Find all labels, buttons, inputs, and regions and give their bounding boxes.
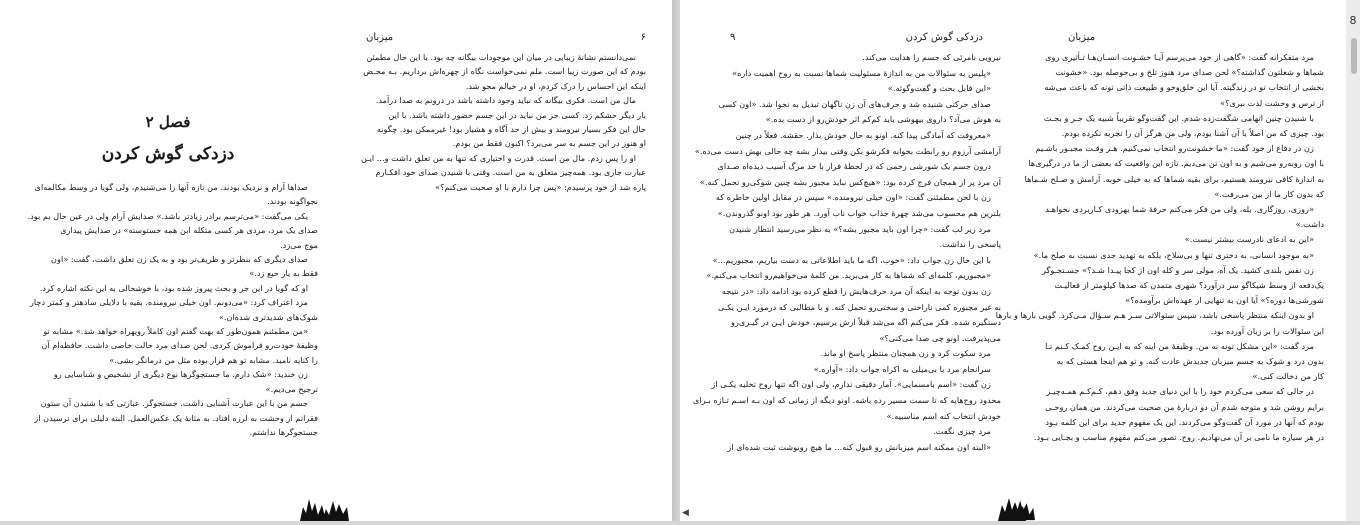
text-line: «به موجود انسانی، به دختری تنها و بی‌سلاح، بلکه به تهدید جدی نسبت به صلح ما.» (1033, 249, 1314, 260)
text-line: با این حال زن جواب داد: «خوب، اگه ما باید اطلاعاتی به دست بیاریم، مجبوریم...» (712, 254, 991, 265)
text-line: وظیفهٔ خودت‌رو فراموش کردی. لحن صدای مرد حالت خاصی داشت. حافظه‌ام آن (41, 340, 318, 351)
text-line: بود. چیزی که من اصلاً با آن آشنا بودم، ولی من هرگز آن را تجربه نکرده بودم. (1061, 128, 1324, 139)
text-line: «مجبوریم، کلمه‌ای که شماها به کار می‌برید. من کلمهٔ می‌خواهیم‌رو انتخاب می‌کنم.» (706, 270, 991, 281)
text-line: بدون درد و شوک به جسم میزبان جدیدش عادت کنه. و تو هم اینجا هستی که به (1056, 356, 1324, 367)
text-line: با شنیدن چنین اتهامی شگفت‌زده شدم. این گفت‌وگو تقریباً شبیه یک جـر و بحـث (1043, 112, 1314, 123)
text-line: سرانجام مرد با بی‌میلی به اکراه جواب داد: «آواره.» (813, 363, 991, 374)
running-header-author: میزبان (1068, 32, 1096, 43)
text-line: صدای دیگری که بنظرتر و ظریف‌تر بود و به یک زن تعلق داشت، گفت: «اون (50, 254, 308, 265)
text-line: مرد اعتراف کرد: «می‌دونم. اون خیلی نیرومنده. بقیه با دلایلی سادهتر و کمتر دچار (29, 297, 308, 308)
text-line: مال من است. فکری بیگانه که نباید وجود داشته باشد در درونم به صدا درآمد. (375, 95, 636, 106)
text-line: جسم من با این عبارت آشنایی داشت. جستجوگر. عبارتی که با شنیدن آن ستون (40, 398, 308, 409)
page-number: ۹ (730, 32, 736, 43)
text-line: زن در دفاع از خود گفت: «ما خشونت‌رو انتخاب نمی‌کنیم. هـر وقـت مجبـور باشـیم (1035, 143, 1314, 154)
text-line: کار من دخالت کنی.» (1252, 371, 1324, 382)
text-line: شوک‌های شدیدتری شده‌ان.» (218, 311, 318, 322)
left-page-spread (0, 0, 672, 521)
text-line: مرد چیزی نگفت. (933, 426, 991, 437)
text-line: «روزی، روزگاری. بله، ولی من فکر می‌کنم حرفهٔ شما بهزودی کـاربردی نخواهـد (1045, 204, 1314, 215)
text-line: در هر سیاره ما نامی بر آن می‌نهادیم. روح. تصور می‌کنم مفهوم مناسب و بجـایی بـود. (1033, 432, 1324, 443)
page-gutter (672, 0, 680, 521)
running-header-author: میزبان (366, 32, 394, 43)
text-line: بخشی از انتخاب تو در زندگیته. آیا این خلق‌وخو و طبیعت ذاتی تونه که باعث می‌شه (1044, 82, 1324, 93)
text-line: با اون روبه‌رو می‌شیم و به اون تن می‌دیم. تازه این واقعیت که بعضی از ما در درگیری‌ها (1028, 158, 1324, 169)
text-line: را کنایه نامید. مشابه تو هم قرار بوده مثل من درمانگر بشی.» (109, 354, 318, 365)
text-line: شماها و شغلتون گذاشته؟» لحن صدای مرد هنوز تلخ و بی‌حوصله بود. «خشونت (1055, 67, 1324, 78)
text-line: خودش انتخاب کنه اسم مناسبیه.» (886, 410, 1001, 421)
text-line: او بدون اینکه منتظر پاسخی باشد، سپس سئوالاتی سـر هـم سـؤال مـی‌کرد. گویی بارها و بارها (995, 310, 1314, 321)
text-line: صدای حرکتی شنیده شد و حرف‌های آن زن ناگهان تبدیل به نجوا شد. «اون کسی (718, 98, 991, 109)
text-line: یک‌دفعه از وسط شیکاگو سر درآورد؟ شهری متمدن که صدها کیلومتر از فعالیـت (1054, 280, 1324, 291)
text-line: «این قابل بحث و گفت‌وگوئه.» (887, 83, 991, 94)
page-8-body (995, 50, 1324, 445)
page-number: ۶ (640, 32, 646, 43)
text-line: که بدون کار ما از بین می‌رفت.» (1214, 188, 1324, 199)
text-line: نمی‌دانستم نشانهٔ زیبایی در میان این موجودات بیگانه چه بود. با این حال مطمئن (366, 52, 636, 62)
text-line: مرد سکوت کرد و زن همچنان منتظر پاسخ او ماند. (820, 348, 991, 359)
text-line: دستگیره شده. فکر می‌کنم اگه می‌شد قبلاً ارش برسیم، خودش ایـن در گیـری‌رو (731, 317, 1001, 328)
text-line: او هنوز در این جسم به سر می‌برد؟ اکنون فقط من بودم. (452, 138, 646, 149)
text-line: به غیر مجبوره کمی ناراحتی و سختی‌رو تحمل کنه. و با مطالبی که درمورد ایـن یکـی (718, 301, 1001, 312)
text-line: زن بدون توجه به اینکه آن مرد حرف‌هایش را قطع کرده بود ادامه داد: «در نتیجه (721, 285, 991, 296)
scan-ink-mark (320, 493, 350, 521)
text-line: بودم که این صورت زیبا است. ملم نمی‌خواست نگاه از چهره‌اش برداریم. بـه محـض (363, 66, 646, 77)
text-line: زن گفت: «اسم بامسمایی». آمار دقیقی ندارم، ولی اون اگه تنها روح تخلیه یکـی از (711, 379, 991, 390)
running-header-title: دزدکی گوش کردن (905, 32, 983, 43)
page-6 (336, 0, 672, 521)
chapter-number: فصل ۲ (145, 113, 191, 131)
text-line: آن مرد پر از همجان فرج کرده بود: «هیچ‌کس نباید مجبور بشه چنین شوکی‌رو تحمل کنه.» (699, 176, 1001, 187)
right-page-spread (680, 0, 1346, 521)
text-line: درون جسم یک شورشی زخمی که در لحظهٔ فرار با حد مرگ آسیب دیده‌اه صـدای (717, 161, 991, 172)
text-line: «البته اون ممکنه اسم میزبانش رو قبول کنه... ما هیچ رونوشت ثبت شده‌ای از (727, 441, 991, 452)
text-line: به اندازهٔ کافی نیرومند هستیم، برای بقیه شماها که به خیلی خوبه. آرامش و صـلح شـماها (1024, 173, 1324, 184)
text-line: به هوش می‌آد؟ داروی بیهوشی باید کم‌کم اثر خودش‌رو از دست بده.» (765, 114, 1001, 125)
text-line: از ترس و وحشت لذت ببری؟» (1220, 97, 1324, 108)
text-line: جستجوگرها نداشتم. (249, 426, 318, 437)
text-line: مرد گفت: «این مشکل تونه نه من. وظیفهٔ من اینه که به ایـن روح کمـک کـنم تـا (1045, 340, 1314, 351)
text-line: نجواگونه بودند. (267, 196, 318, 207)
text-line: داشت.» (1295, 219, 1324, 230)
text-line: بار دیگر حشکم زد. کسی جز من نباید در این جسم حضور داشته باشد. با این (388, 109, 646, 120)
text-line: پاسخی را نداشت. (939, 239, 1001, 250)
text-line: صدای یک مرد، مردی هر کسی متکله ابن همه خستوسته» در صدایش پیداری (60, 225, 318, 236)
text-line: یکی می‌گفت: «می‌ترسم برادر زیادتر باشد.» صدایش آرام ولی در عین حال بم بود. (27, 210, 308, 221)
text-line: پاره شد از خود پرسیدم: «پس چرا دارم با او صحبت می‌کنم؟» (435, 181, 646, 192)
text-line: بودم که آنها در مورد آن گفت‌وگو می‌کردند. این یک مفهوم جدید برای این کلمه بـود (1045, 416, 1324, 427)
chapter-opening-text (18, 180, 318, 439)
text-line: زن با لحن مطمئنی گفت: «اون خیلی نیرومنده.» سپس در مقابل اولین خاطره که (715, 192, 991, 203)
text-line: می‌پذیرفت. اونو چی صدا می‌کنی؟» (879, 332, 1001, 343)
chapter-title: دزدکی گوش کردن (101, 144, 235, 164)
chapter-title-page (0, 0, 336, 521)
scrollbar-thumb[interactable] (1351, 38, 1357, 74)
text-line: فقط به یار حیع زد.» (249, 268, 318, 279)
text-line: او را پس زدم. مال من است. قدرت و اختیاری که تنها به من تعلق داشت و... ایـن (360, 152, 636, 163)
text-line: زن خندید: «شک دارم. ما جستجوگرها نوع دیگری از تشخیص و شناسایی رو (53, 369, 308, 380)
text-line: مرد متفکرانه گفت: «گاهی از خود می‌پرسم آیـا خشـونت انسـان‌هـا تـأثیری روی (1045, 52, 1314, 62)
text-line: «معروفت که آمادگی پیدا کنه. اونو به حال خودش بذار. حقشه. فعلاً در چنین (735, 129, 991, 140)
text-line: در حالی که سعی می‌کردم خود را با این دنیای جدید وفق دهم، کـم‌کـم همـه‌چیـز (1046, 386, 1314, 397)
text-line: عبارت جاری بود. همه‌چیز متعلق به من است. وقتی با شنیدن صدای خود افکـارم (375, 167, 646, 178)
text-line: «پلیس به سئوالات من به اندازهٔ مسئولیت شماها نسبت به روح اهمیت داره» (732, 67, 991, 78)
text-line: برایم روشن شد و متوجه شدم آن دو دربارهٔ من صحبت می‌کردند. من همان روحـی (1045, 401, 1324, 412)
previous-page-arrow-icon[interactable]: ◀ (682, 508, 689, 518)
vertical-scrollbar[interactable] (1346, 0, 1360, 521)
text-line: شورشی‌ها دوره؟» آیا اون به تنهایی از عهده‌اش برآومده؟» (1125, 295, 1324, 306)
text-line: اینکه این احساس را درک کردم، او در خیالم محو شد. (465, 80, 646, 91)
text-line: «من مطمئنم همون‌طور که بهت گفتم اون کاملاً رویهراه خواهد شد.» مشابه تو (43, 326, 308, 337)
text-line: «این به ادعای نادرست بیشتر نیست.» (1184, 234, 1314, 245)
page-6-body (350, 50, 646, 194)
page-8 (995, 0, 1346, 521)
text-line: بلترین هم محسوب می‌شد چهرهٔ جذاب خواب ناب آورد. هر طور بود اونو گذروندن.» (717, 207, 1001, 218)
scan-ink-mark (1008, 493, 1036, 521)
text-line: مرد زیر لب گفت: «چرا اون باید مجبور بشه؟» به نظر می‌رسید انتظار شنیدن (729, 223, 991, 234)
text-line: این سئوالات را بر زبان آورده بود. (1210, 325, 1324, 336)
text-line: زن نفس بلندی کشید. یک آه، مولی سر و کله اون از کجا پیـدا شـد؟» جسـتجـوگر (1041, 264, 1314, 275)
text-line: حال این فکر بسیار نیرومند و بیش از حد آگاه و هشیار بود! غیرممکن بود. چگونه (376, 124, 646, 135)
text-line: صداها آرام و نزدیک بودند. من تازه آنها را می‌شنیدم، ولی گویا در وسط مکالمه‌ای (34, 182, 308, 192)
text-line: آرامشی آرزوم رو رابطت بخوابه فکرشو بکن وقتی بیدار بشه چه حالی بهش دست می‌ده.» (694, 145, 1001, 156)
text-line: محدود روح‌هایه که تا سمت مسیر رده باشه. اونو دیگه از زمانی که اون بـه اسـم تـازه بـرای (693, 395, 1001, 406)
text-line: ترجیح می‌دیم.» (265, 383, 318, 394)
page-9-body (693, 50, 1001, 455)
text-line: موج می‌زد. (280, 239, 318, 250)
page-9 (680, 0, 1013, 521)
text-line: فقراتم از وحشت به لرزه افتاد. به مثابهٔ یک عکس‌العمل. البته دلیلی برای ترسیدن از (34, 412, 318, 423)
page-indicator: 8 (1349, 14, 1357, 27)
text-line: نیرویی نامرئی که جسم را هدایت می‌کند. (862, 52, 1001, 62)
text-line: او که گویا در این جر و بحث پیروز شده بود، با خوشحالی به این نکته اشاره کرد. (39, 282, 308, 293)
